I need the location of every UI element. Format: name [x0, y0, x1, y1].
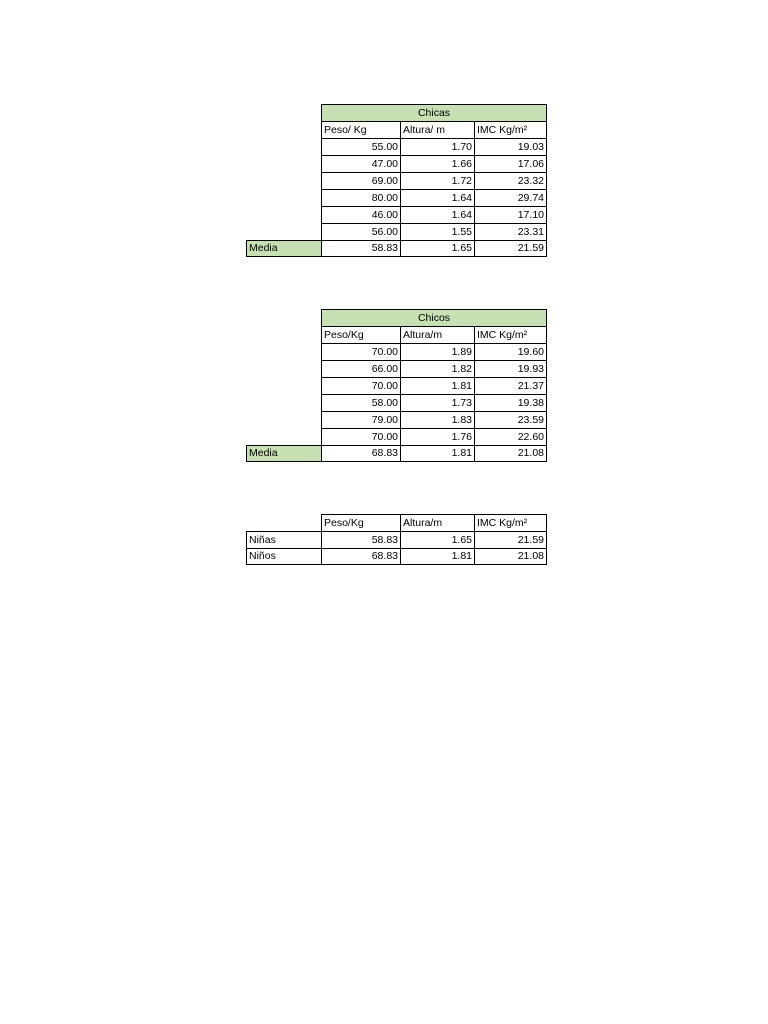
chicas-cell: 29.74: [474, 189, 547, 206]
chicos-header-imc: IMC Kg/m²: [474, 326, 547, 343]
chicas-cell: 80.00: [321, 189, 400, 206]
chicos-mean-label: Media: [246, 445, 321, 462]
summary-cell: 21.08: [474, 548, 547, 565]
chicos-cell: 1.81: [400, 377, 474, 394]
chicas-cell: 23.32: [474, 172, 547, 189]
summary-cell: 21.59: [474, 531, 547, 548]
chicos-table: [246, 309, 547, 462]
chicas-title: Chicas: [321, 104, 547, 121]
chicas-header-imc: IMC Kg/m²: [474, 121, 547, 138]
chicas-cell: 23.31: [474, 223, 547, 240]
chicos-title: Chicos: [321, 309, 547, 326]
chicas-mean-label: Media: [246, 240, 321, 257]
chicas-header-altura: Altura/ m: [400, 121, 474, 138]
chicos-cell: 58.00: [321, 394, 400, 411]
chicos-cell: 1.73: [400, 394, 474, 411]
chicas-cell: 1.64: [400, 206, 474, 223]
chicos-mean-cell: 21.08: [474, 445, 547, 462]
chicos-mean-cell: 68.83: [321, 445, 400, 462]
chicos-mean-cell: 1.81: [400, 445, 474, 462]
chicas-table: [246, 104, 547, 257]
chicos-cell: 70.00: [321, 377, 400, 394]
chicos-cell: 66.00: [321, 360, 400, 377]
summary-row-label: Niñas: [246, 531, 321, 548]
summary-cell: 58.83: [321, 531, 400, 548]
chicas-cell: 1.64: [400, 189, 474, 206]
chicas-cell: 1.70: [400, 138, 474, 155]
chicos-cell: 19.93: [474, 360, 547, 377]
summary-cell: 1.81: [400, 548, 474, 565]
summary-cell: 68.83: [321, 548, 400, 565]
chicas-cell: 69.00: [321, 172, 400, 189]
chicos-header-peso: Peso/Kg: [321, 326, 400, 343]
chicas-mean-cell: 21.59: [474, 240, 547, 257]
chicos-cell: 1.89: [400, 343, 474, 360]
chicas-cell: 46.00: [321, 206, 400, 223]
summary-header-peso: Peso/Kg: [321, 514, 400, 531]
chicas-mean-cell: 1.65: [400, 240, 474, 257]
summary-header-imc: IMC Kg/m²: [474, 514, 547, 531]
summary-table: [246, 514, 547, 565]
chicos-cell: 22.60: [474, 428, 547, 445]
chicas-cell: 1.72: [400, 172, 474, 189]
chicas-cell: 47.00: [321, 155, 400, 172]
chicos-header-altura: Altura/m: [400, 326, 474, 343]
chicas-cell: 56.00: [321, 223, 400, 240]
chicas-cell: 19.03: [474, 138, 547, 155]
chicos-cell: 1.76: [400, 428, 474, 445]
chicas-cell: 17.06: [474, 155, 547, 172]
chicos-cell: 23.59: [474, 411, 547, 428]
summary-row-label: Niños: [246, 548, 321, 565]
summary-cell: 1.65: [400, 531, 474, 548]
summary-header-altura: Altura/m: [400, 514, 474, 531]
chicas-cell: 55.00: [321, 138, 400, 155]
chicas-cell: 1.55: [400, 223, 474, 240]
chicos-cell: 19.38: [474, 394, 547, 411]
chicos-cell: 19.60: [474, 343, 547, 360]
chicos-cell: 21.37: [474, 377, 547, 394]
chicos-cell: 1.83: [400, 411, 474, 428]
chicos-cell: 79.00: [321, 411, 400, 428]
chicas-mean-cell: 58.83: [321, 240, 400, 257]
chicas-header-peso: Peso/ Kg: [321, 121, 400, 138]
chicas-cell: 1.66: [400, 155, 474, 172]
chicos-cell: 1.82: [400, 360, 474, 377]
chicos-cell: 70.00: [321, 428, 400, 445]
chicos-cell: 70.00: [321, 343, 400, 360]
chicas-cell: 17.10: [474, 206, 547, 223]
